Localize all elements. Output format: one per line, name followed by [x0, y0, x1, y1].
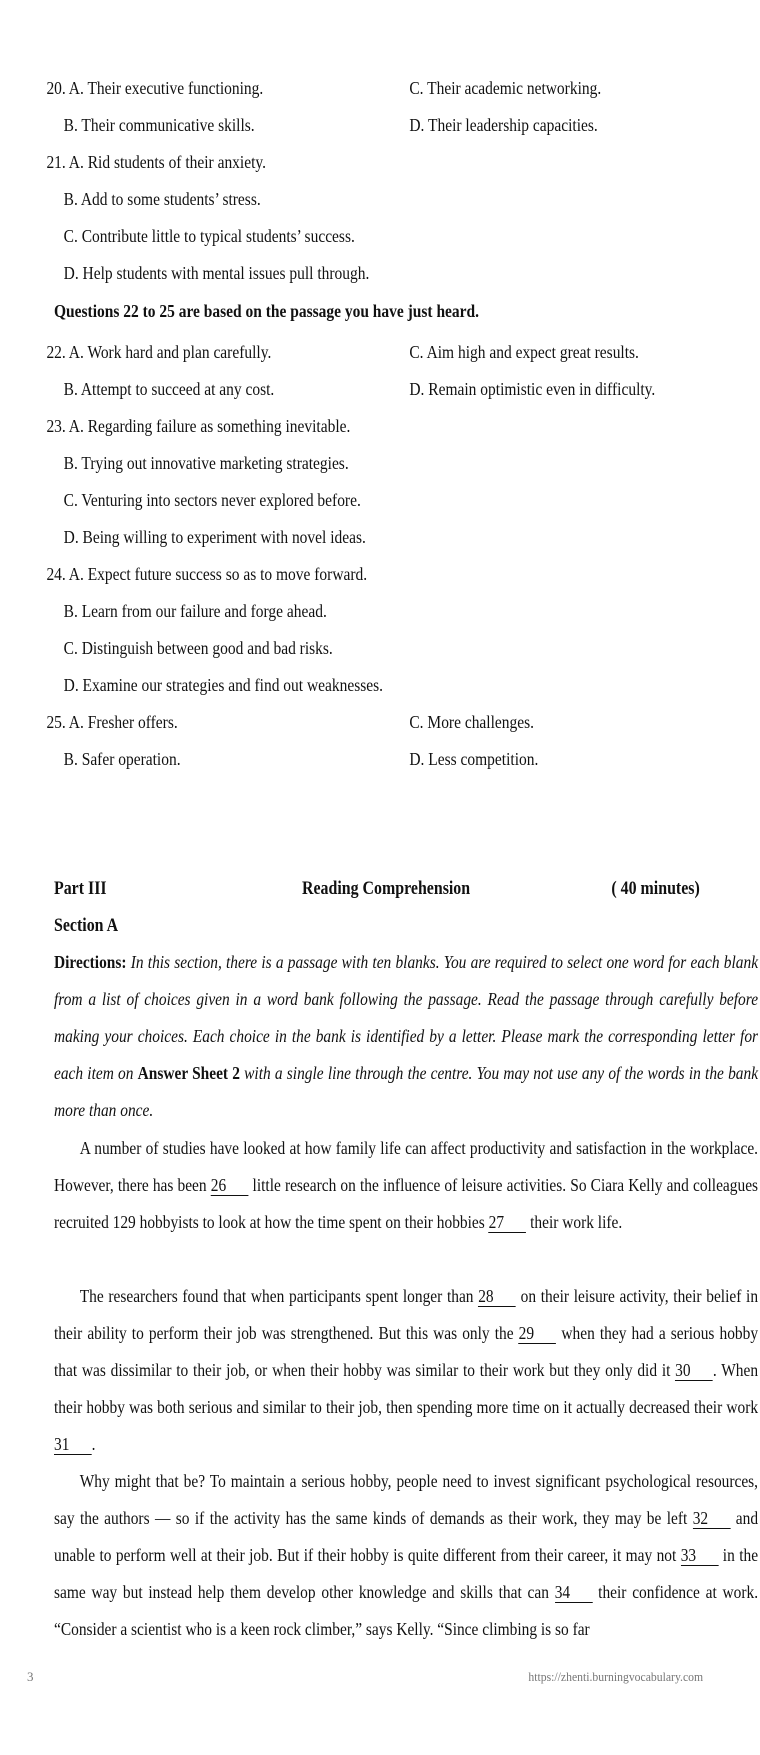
directions-text-1: In this section, there is a passage with ten blanks. You are required to select one word for each blank from a list of choices given in a word bank following the passage. Read the passage through carefully before making your choices. Each choice in the bank is identified by a letter. Please mark the corresponding letter for each item on — [54, 952, 759, 1083]
q20-option-a: 20. A. Their executive functioning. — [46, 78, 264, 98]
q22-row-1 — [0, 339, 654, 365]
q22-option-c: C. Aim high and expect great results. — [409, 342, 639, 362]
q21-row-d — [0, 260, 654, 286]
q25-row-1 — [0, 709, 654, 735]
q21-option-c: C. Contribute little to typical students’ success. — [63, 226, 355, 246]
q23-row-a — [0, 413, 654, 439]
questions-22-25-heading: Questions 22 to 25 are based on the passage you have just heard. — [54, 301, 480, 321]
passage-paragraph-3 — [54, 1463, 758, 1648]
blank-27[interactable]: 27 — [489, 1212, 527, 1233]
p1-text-3: their work life. — [526, 1212, 623, 1232]
q21-option-d: D. Help students with mental issues pull through. — [63, 263, 370, 283]
blank-32[interactable]: 32 — [693, 1508, 731, 1529]
passage-paragraph-2 — [54, 1278, 758, 1463]
directions-label: Directions: — [54, 952, 127, 972]
q23-option-c: C. Venturing into sectors never explored before. — [63, 490, 361, 510]
q20-row-1 — [0, 75, 654, 101]
q22-option-b: B. Attempt to succeed at any cost. — [63, 379, 275, 399]
answer-sheet-label: Answer Sheet 2 — [137, 1063, 240, 1083]
directions-text-2: with a single line through the centre. You may not use any of the words in the bank more than once. — [54, 1063, 759, 1120]
q23-row-c — [0, 487, 654, 513]
q21-option-a: 21. A. Rid students of their anxiety. — [46, 152, 267, 172]
q21-row-b — [0, 186, 654, 212]
q25-option-c: C. More challenges. — [409, 712, 535, 732]
part-time-limit: ( 40 minutes) — [611, 879, 700, 899]
blank-29[interactable]: 29 — [519, 1323, 557, 1344]
p2-text-5: . — [91, 1434, 96, 1454]
q20-row-2 — [0, 112, 654, 138]
blank-31[interactable]: 31 — [54, 1434, 92, 1455]
p1-text-1: A number of studies have looked at how family life can affect productivity and satisfaction in the workplace. However, there has been — [54, 1138, 759, 1195]
q20-option-b: B. Their communicative skills. — [63, 115, 255, 135]
source-url-link[interactable]: https://zhenti.burningvocabulary.com — [528, 1669, 703, 1684]
directions-paragraph — [54, 944, 758, 1129]
q25-option-d: D. Less competition. — [409, 749, 539, 769]
q23-row-d — [0, 524, 654, 550]
q22-option-d: D. Remain optimistic even in difficulty. — [409, 379, 656, 399]
blank-34[interactable]: 34 — [555, 1582, 593, 1603]
q22-option-a: 22. A. Work hard and plan carefully. — [46, 342, 272, 362]
q24-row-b — [0, 598, 654, 624]
q20-option-d: D. Their leadership capacities. — [409, 115, 598, 135]
p3-text-3: in the same way but instead help them develop other knowledge and skills that can — [54, 1545, 759, 1602]
q23-row-b — [0, 450, 654, 476]
q24-row-d — [0, 672, 654, 698]
q21-option-b: B. Add to some students’ stress. — [63, 189, 261, 209]
p3-text-1: Why might that be? To maintain a serious hobby, people need to invest significant psychological resources, say the authors — so if the activity has the same kinds of demands as their work, they may be left — [54, 1471, 759, 1528]
part-title: Reading Comprehension — [302, 879, 471, 899]
q24-option-b: B. Learn from our failure and forge ahead. — [63, 601, 327, 621]
part-header — [0, 876, 760, 902]
blank-26[interactable]: 26 — [211, 1175, 249, 1196]
p1-text-2: little research on the influence of leisure activities. So Ciara Kelly and colleagues recruited 129 hobbyists to look at how the time spent on their hobbies — [54, 1175, 759, 1232]
q25-option-a: 25. A. Fresher offers. — [46, 712, 178, 732]
q20-option-c: C. Their academic networking. — [409, 78, 602, 98]
q21-row-c — [0, 223, 654, 249]
q24-option-a: 24. A. Expect future success so as to move forward. — [46, 564, 368, 584]
q24-row-a — [0, 561, 654, 587]
p2-text-4: . When their hobby was both serious and similar to their job, then spending more time on it actually decreased their work — [54, 1360, 759, 1417]
q21-row-a — [0, 149, 654, 175]
q23-option-a: 23. A. Regarding failure as something inevitable. — [46, 416, 351, 436]
q23-option-d: D. Being willing to experiment with novel ideas. — [63, 527, 366, 547]
q24-option-c: C. Distinguish between good and bad risks. — [63, 638, 333, 658]
passage-paragraph-1 — [54, 1130, 758, 1241]
p3-text-4: their confidence at work. “Consider a scientist who is a keen rock climber,” says Kelly. “Since climbing is so far — [54, 1582, 759, 1639]
blank-30[interactable]: 30 — [675, 1360, 713, 1381]
q25-row-2 — [0, 746, 654, 772]
p2-text-1: The researchers found that when participants spent longer than — [79, 1286, 479, 1306]
section-title: Section A — [54, 916, 119, 936]
blank-33[interactable]: 33 — [681, 1545, 719, 1566]
q22-row-2 — [0, 376, 654, 402]
part-label: Part III — [54, 879, 107, 899]
q25-option-b: B. Safer operation. — [63, 749, 181, 769]
q24-row-c — [0, 635, 654, 661]
p2-text-3: when they had a serious hobby that was dissimilar to their job, or when their hobby was similar to their work but they only did it — [54, 1323, 759, 1380]
p3-text-2: and unable to perform well at their job. But if their hobby is quite different from their career, it may not — [54, 1508, 759, 1565]
p2-text-2: on their leisure activity, their belief in their ability to perform their job was strengthened. But this was only the — [54, 1286, 759, 1343]
page-number: 3 — [27, 1669, 34, 1684]
q24-option-d: D. Examine our strategies and find out weaknesses. — [63, 675, 384, 695]
blank-28[interactable]: 28 — [478, 1286, 516, 1307]
q23-option-b: B. Trying out innovative marketing strategies. — [63, 453, 349, 473]
